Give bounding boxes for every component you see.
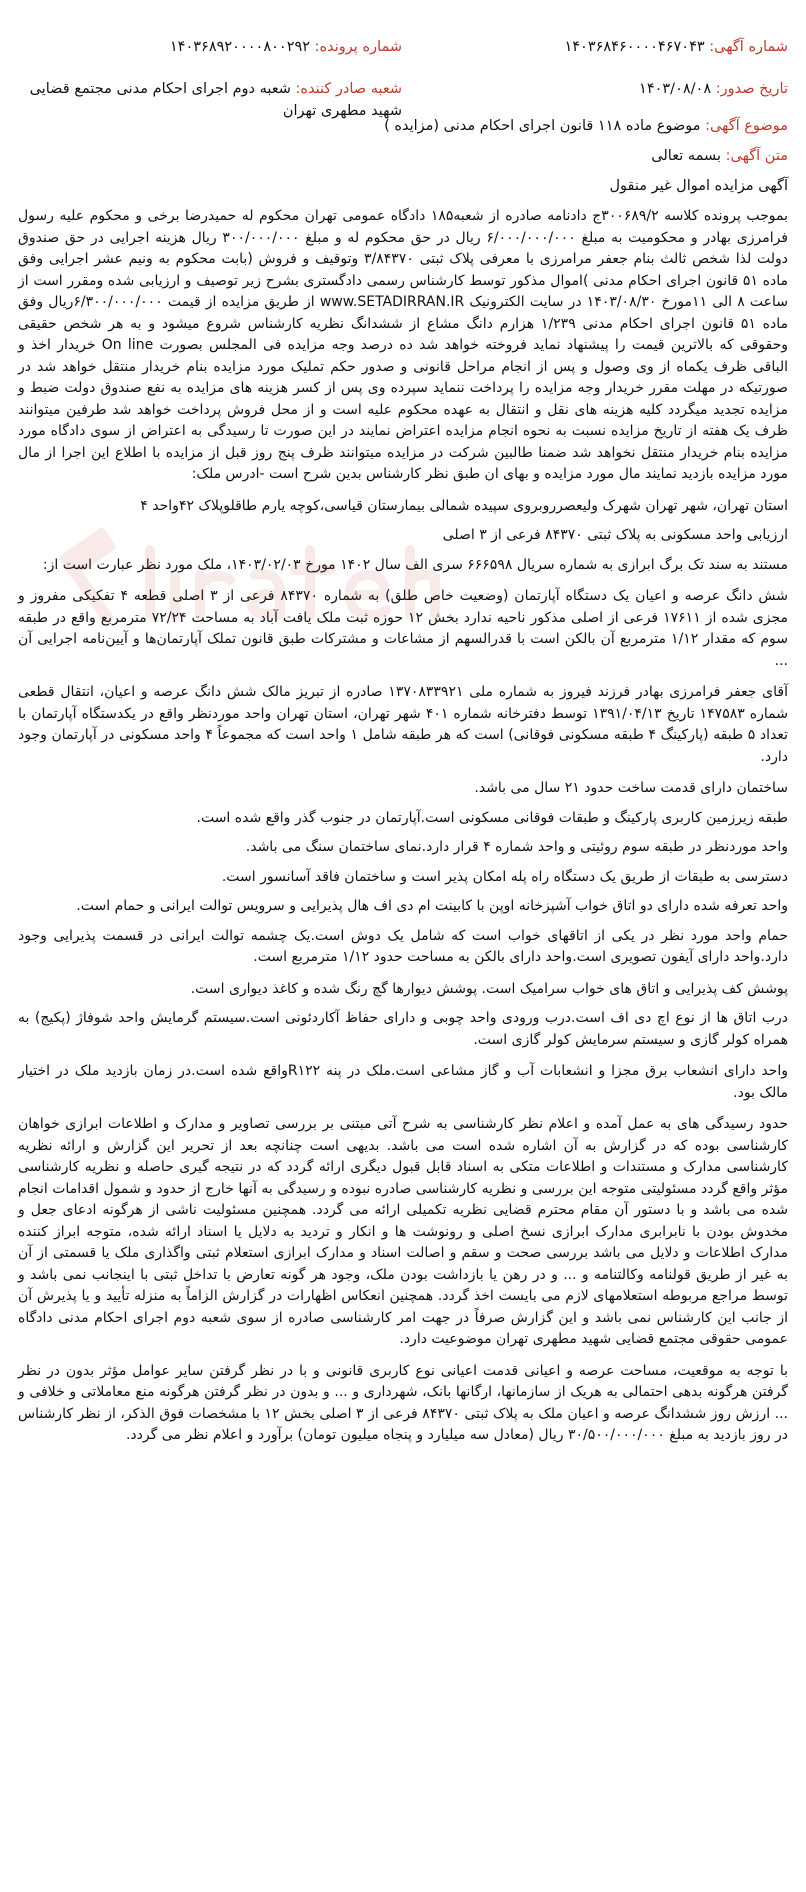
paragraph: استان تهران، شهر تهران شهرک ولیعصرروبروی سپیده شمالی بیمارستان قیاسی،کوچه یارم طاقلوپلاک ۴۲واحد ۴	[140, 497, 788, 514]
issuer-field	[14, 78, 402, 122]
ad-number-field	[564, 36, 788, 58]
ad-heading: آگهی مزایده اموال غیر منقول	[609, 178, 788, 194]
paragraph: طبقه زیرزمین کاربری پارکینگ و طبقات فوقانی مسکونی است.آپارتمان در جنوب گذر واقع شده است.	[196, 809, 788, 826]
issuer-label: شعبه صادر کننده:	[295, 81, 402, 97]
body-label: متن آگهی:	[725, 148, 788, 164]
subject-value: موضوع ماده ۱۱۸ قانون اجرای احکام مدنی (مزایده )	[384, 118, 701, 134]
paragraph: واحد تعرفه شده دارای دو اتاق خواب آشپزخانه اوپن با کابینت ام دی اف هال پذیرایی و سرویس توالت ایرانی و حمام است.	[76, 898, 788, 914]
issue-date-value: ۱۴۰۳/۰۸/۰۸	[639, 81, 712, 97]
paragraph: آقای جعفر فرامرزی بهادر فرزند فیروز به شماره ملی ۱۳۷۰۸۳۳۹۲۱ صادره از تبریز مالک شش دانگ عرصه و اعیان، انتقال قطعی شماره ۱۴۷۵۸۳ تاریخ ۱۳۹۱/۰۴/۱۳ توسط دفترخانه شماره ۴۰۱ شهر تهران، استان تهران واحد موردنظر واقع در یکدستگاه آپارتمان با تعداد ۵ طبقه (پارکینگ ۴ طبقه مسکونی فوقانی) است که هر طبقه شامل ۱ واحد است که مجموعاً ۴ واحد مسکونی در آپارتمان وجود دارد.	[18, 684, 788, 765]
subject-label: موضوع آگهی:	[705, 118, 788, 134]
case-number-label: شماره پرونده:	[314, 39, 402, 55]
case-number-value: ۱۴۰۳۶۸۹۲۰۰۰۰۸۰۰۲۹۲	[169, 39, 311, 55]
paragraph: درب اتاق ها از نوع اچ دی اف است.درب ورودی واحد چوبی و دارای حفاظ آکاردئونی است.سیستم گرمایش واحد شوفاژ (پکیج) به همراه کولر گازی و سیستم سرمایش کولر گازی است.	[18, 1010, 788, 1048]
paragraph: پوشش کف پذیرایی و اتاق های خواب سرامیک است. پوشش دیوارها گچ رنگ شده و کاغذ دیواری است.	[190, 980, 788, 997]
body-row	[18, 144, 788, 168]
paragraph: ارزیابی واحد مسکونی به پلاک ثبتی ۸۴۳۷۰ فرعی از ۳ اصلی	[442, 527, 788, 543]
ad-number-value: ۱۴۰۳۶۸۴۶۰۰۰۰۴۶۷۰۴۳	[564, 39, 705, 55]
paragraph: مستند به سند تک برگ ابرازی به شماره سریال ۶۶۶۵۹۸ سری الف سال ۱۴۰۲ مورخ ۱۴۰۳/۰۲/۰۳، ملک مورد نظر عبارت است از:	[42, 556, 788, 573]
paragraph: واحد موردنظر در طبقه سوم روئیتی و واحد شماره ۴ قرار دارد.نمای ساختمان سنگ می باشد.	[245, 839, 788, 855]
ad-number-label: شماره آگهی:	[709, 39, 788, 55]
ad-meta	[0, 114, 806, 198]
paragraph: شش دانگ عرصه و اعیان یک دستگاه آپارتمان (وضعیت خاص طلق) به شماره ۸۴۳۷۰ فرعی از ۳ اصلی قطعه ۴ تفکیکی مفروز و مجزی شده از ۱۷۶۱۱ فرعی از اصلی مذکور ناحیه ندارد بخش ۱۲ حوزه ثبت ملک یافت آباد به مساحت ۷۲/۲۴ مترمربع واقع در طبقه سوم که مقدار ۱/۱۲ مترمربع آن بالکن است با قدرالسهم از مشاعات و مشترکات طبق قانون تملک آپارتمان‌ها و آیین‌نامه اجرایی آن ...	[18, 588, 788, 669]
issuer-value: شعبه دوم اجرای احکام مدنی مجتمع قضایی شهید مطهری تهران	[29, 81, 402, 119]
paragraph: حدود رسیدگی های به عمل آمده و اعلام نظر کارشناسی به شرح آتی مبتنی بر بررسی تصاویر و مدارک و اطلاعات ابرازی خواهان کارشناسی بوده که در گزارش به آن اشاره شده است می باشد. بدیهی است چنانچه بعد از تحریر این گزارش و ارائه نظریه کارشناسی مدارک و مستندات و اطلاعات متکی به اسناد قابل قبول دیگری ارائه گردد که در نتیجه گیری حاصله و نظریه کارشناسی مؤثر واقع گردد مسئولیتی متوجه این بررسی و نظریه کارشناسی صادره نبوده و رسیدگی به آنها خارج از حدود و شمول اقدامات انجام شده می باشد و با دستور آن مقام محترم قضایی نظریه تکمیلی ارائه می گردد. همچنین مسئولیت ناشی از هرگونه ادعای جعل و مخدوش بودن با نابرابری مدارک ابرازی نسخ اصلی و رونوشت ها و انکار و تردید به دلایل یا اسناد ارائه شده، متوجه ابراز کننده مدارک اطلاعات و دلایل می باشد بررسی صحت و سقم و اصالت اسناد و مدارک ابرازی استعلام ثبتی واگذاری ملک یا قسمتی از آن به غیر از طریق قولنامه وکالتنامه و ... و در رهن یا بازداشت بودن ملک، وجود هر گونه تعارض با تداخل ثبتی با اینجانب نمی باشد و توسط مراجع مربوطه استعلامهای لازم می بایست اخذ گردد. همچنین انعکاس اظهارات در گزارش الزاماً به منزله تأیید و یا پذیرش آن از جانب این کارشناس نمی باشد و این گزارش صرفاً در جهت امر کارشناسی صادره از سوی شعبه دوم اجرای احکام مدنی دادگاه عمومی حقوقی مجتمع قضایی شهید مطهری تهران موضوعیت دارد.	[18, 1116, 788, 1347]
paragraph: ساختمان دارای قدمت ساخت حدود ۲۱ سال می باشد.	[474, 780, 788, 796]
body-opening: بسمه تعالی	[651, 148, 721, 164]
ad-body	[0, 206, 806, 1447]
issue-date-field	[639, 78, 788, 100]
paragraph: واحد دارای انشعاب برق مجزا و انشعابات آب و گاز مشاعی است.ملک در پنه R۱۲۲واقع شده است.در زمان بازدید ملک در اختیار مالک بود.	[18, 1063, 788, 1101]
paragraph: بموجب پرونده کلاسه ۳۰۰۶۸۹/۲ج دادنامه صادره از شعبه۱۸۵ دادگاه عمومی تهران محکوم له حمیدرضا برخی و محکوم علیه رسول فرامرزی بهادر و محکومیت به مبلغ ۶/۰۰۰/۰۰۰/۰۰۰ ریال در حق محکوم له و مبلغ ۳۰۰/۰۰۰/۰۰۰ ریال هزینه اجرایی در حق صندوق دولت لذا شخص ثالث بنام جعفر مرامرزی با معرفی پلاک ثبتی ۳/۸۴۳۷۰ وتوقیف و فروش (بابت محکوم به ونیم عشر اجرایی وفق ماده ۵۱ قانون اجرای احکام مدنی )اموال مذکور توسط کارشناس رسمی دادگستری بشرح زیر توصیف و ارزیابی شده ومقرر است از ساعت ۸ الی ۱۱مورخ ۱۴۰۳/۰۸/۳۰ در سایت الکترونیک www.SETADIRRAN.IR از طریق مزایده از قیمت ۶/۳۰۰/۰۰۰/۰۰۰ریال وفق ماده ۵۱ قانون اجرای احکام مدنی ۱/۲۳۹ هزارم دانگ مشاع از ششدانگ نظریه کارشناس شروع میشود و به هر شخص حقیقی وحقوقی که بالاترین قیمت را پیشنهاد نماید فروخته خواهد شد ده درصد وجه مزایده فی المجلس بصورت On line خریدار اخذ و الباقی ظرف یکماه از وی وصول و پس از انجام مراحل قانونی و صدور حکم تملیک مورد مزایده بنام خریدار منتقل خواهد شد در صورتیکه در مهلت مقرر خریدار وجه مزایده را پرداخت ننماید سپرده وی پس از کسر هزینه های مزایده به نفع صندوق دولت ضبط و مزایده تجدید میگردد کلیه هزینه های نقل و انتقال به عهده محکوم علیه است و از محل فروش پرداخت خواهد شد طرفین میتوانند ظرف یک هفته از تاریخ مزایده نسبت به نحوه انجام مزایده اعتراض نمایند در این صورت تا رسیدگی به اعتراض از سوی دادگاه مورد مزایده بنام خریدار منتقل نخواهد شد ضمنا طالبین شرکت در مزایده میتوانند ظرف پنج روز قبل از مزایده با اطلاع این اجرا از مال مورد مزایده بازدید نمایند مال مورد مزایده و بهای ان طبق نظر کارشناس بدین شرح است -ادرس ملک:	[18, 208, 789, 482]
paragraph: با توجه به موقعیت، مساحت عرصه و اعیانی قدمت اعیانی نوع کاربری قانونی و با در نظر گرفتن سایر عوامل مؤثر بدون در نظر گرفتن هرگونه بدهی احتمالی به هریک از سازمانها، ارگانها بانک، شهرداری و ... و بدون در نظر گرفتن هرگونه منع معاملاتی و خلافی و ... ارزش روز ششدانگ عرصه و اعیان ملک به پلاک ثبتی ۸۴۳۷۰ فرعی از ۳ اصلی بخش ۱۲ با مشخصات فوق الذکر، از نظر کارشناس در روز بازدید به مبلغ ۳۰/۵۰۰/۰۰۰/۰۰۰ ریال (معادل سه میلیارد و پنجاه میلیون تومان) برآورد و اعلام نظر می گردد.	[18, 1362, 788, 1443]
paragraph: دسترسی به طبقات از طریق یک دستگاه راه پله امکان پذیر است و ساختمان فاقد آسانسور است.	[221, 868, 788, 885]
issue-date-label: تاریخ صدور:	[715, 81, 788, 97]
paragraph: حمام واحد مورد نظر در یکی از اتاقهای خواب است که شامل یک دوش است.یک چشمه توالت ایرانی در قسمت پذیرایی وجود دارد.واحد دارای آیفون تصویری است.واحد دارای بالکن به مساحت حدود ۱/۱۲ مترمربع است.	[18, 927, 788, 965]
ad-header	[0, 0, 806, 119]
case-number-field	[170, 36, 402, 58]
